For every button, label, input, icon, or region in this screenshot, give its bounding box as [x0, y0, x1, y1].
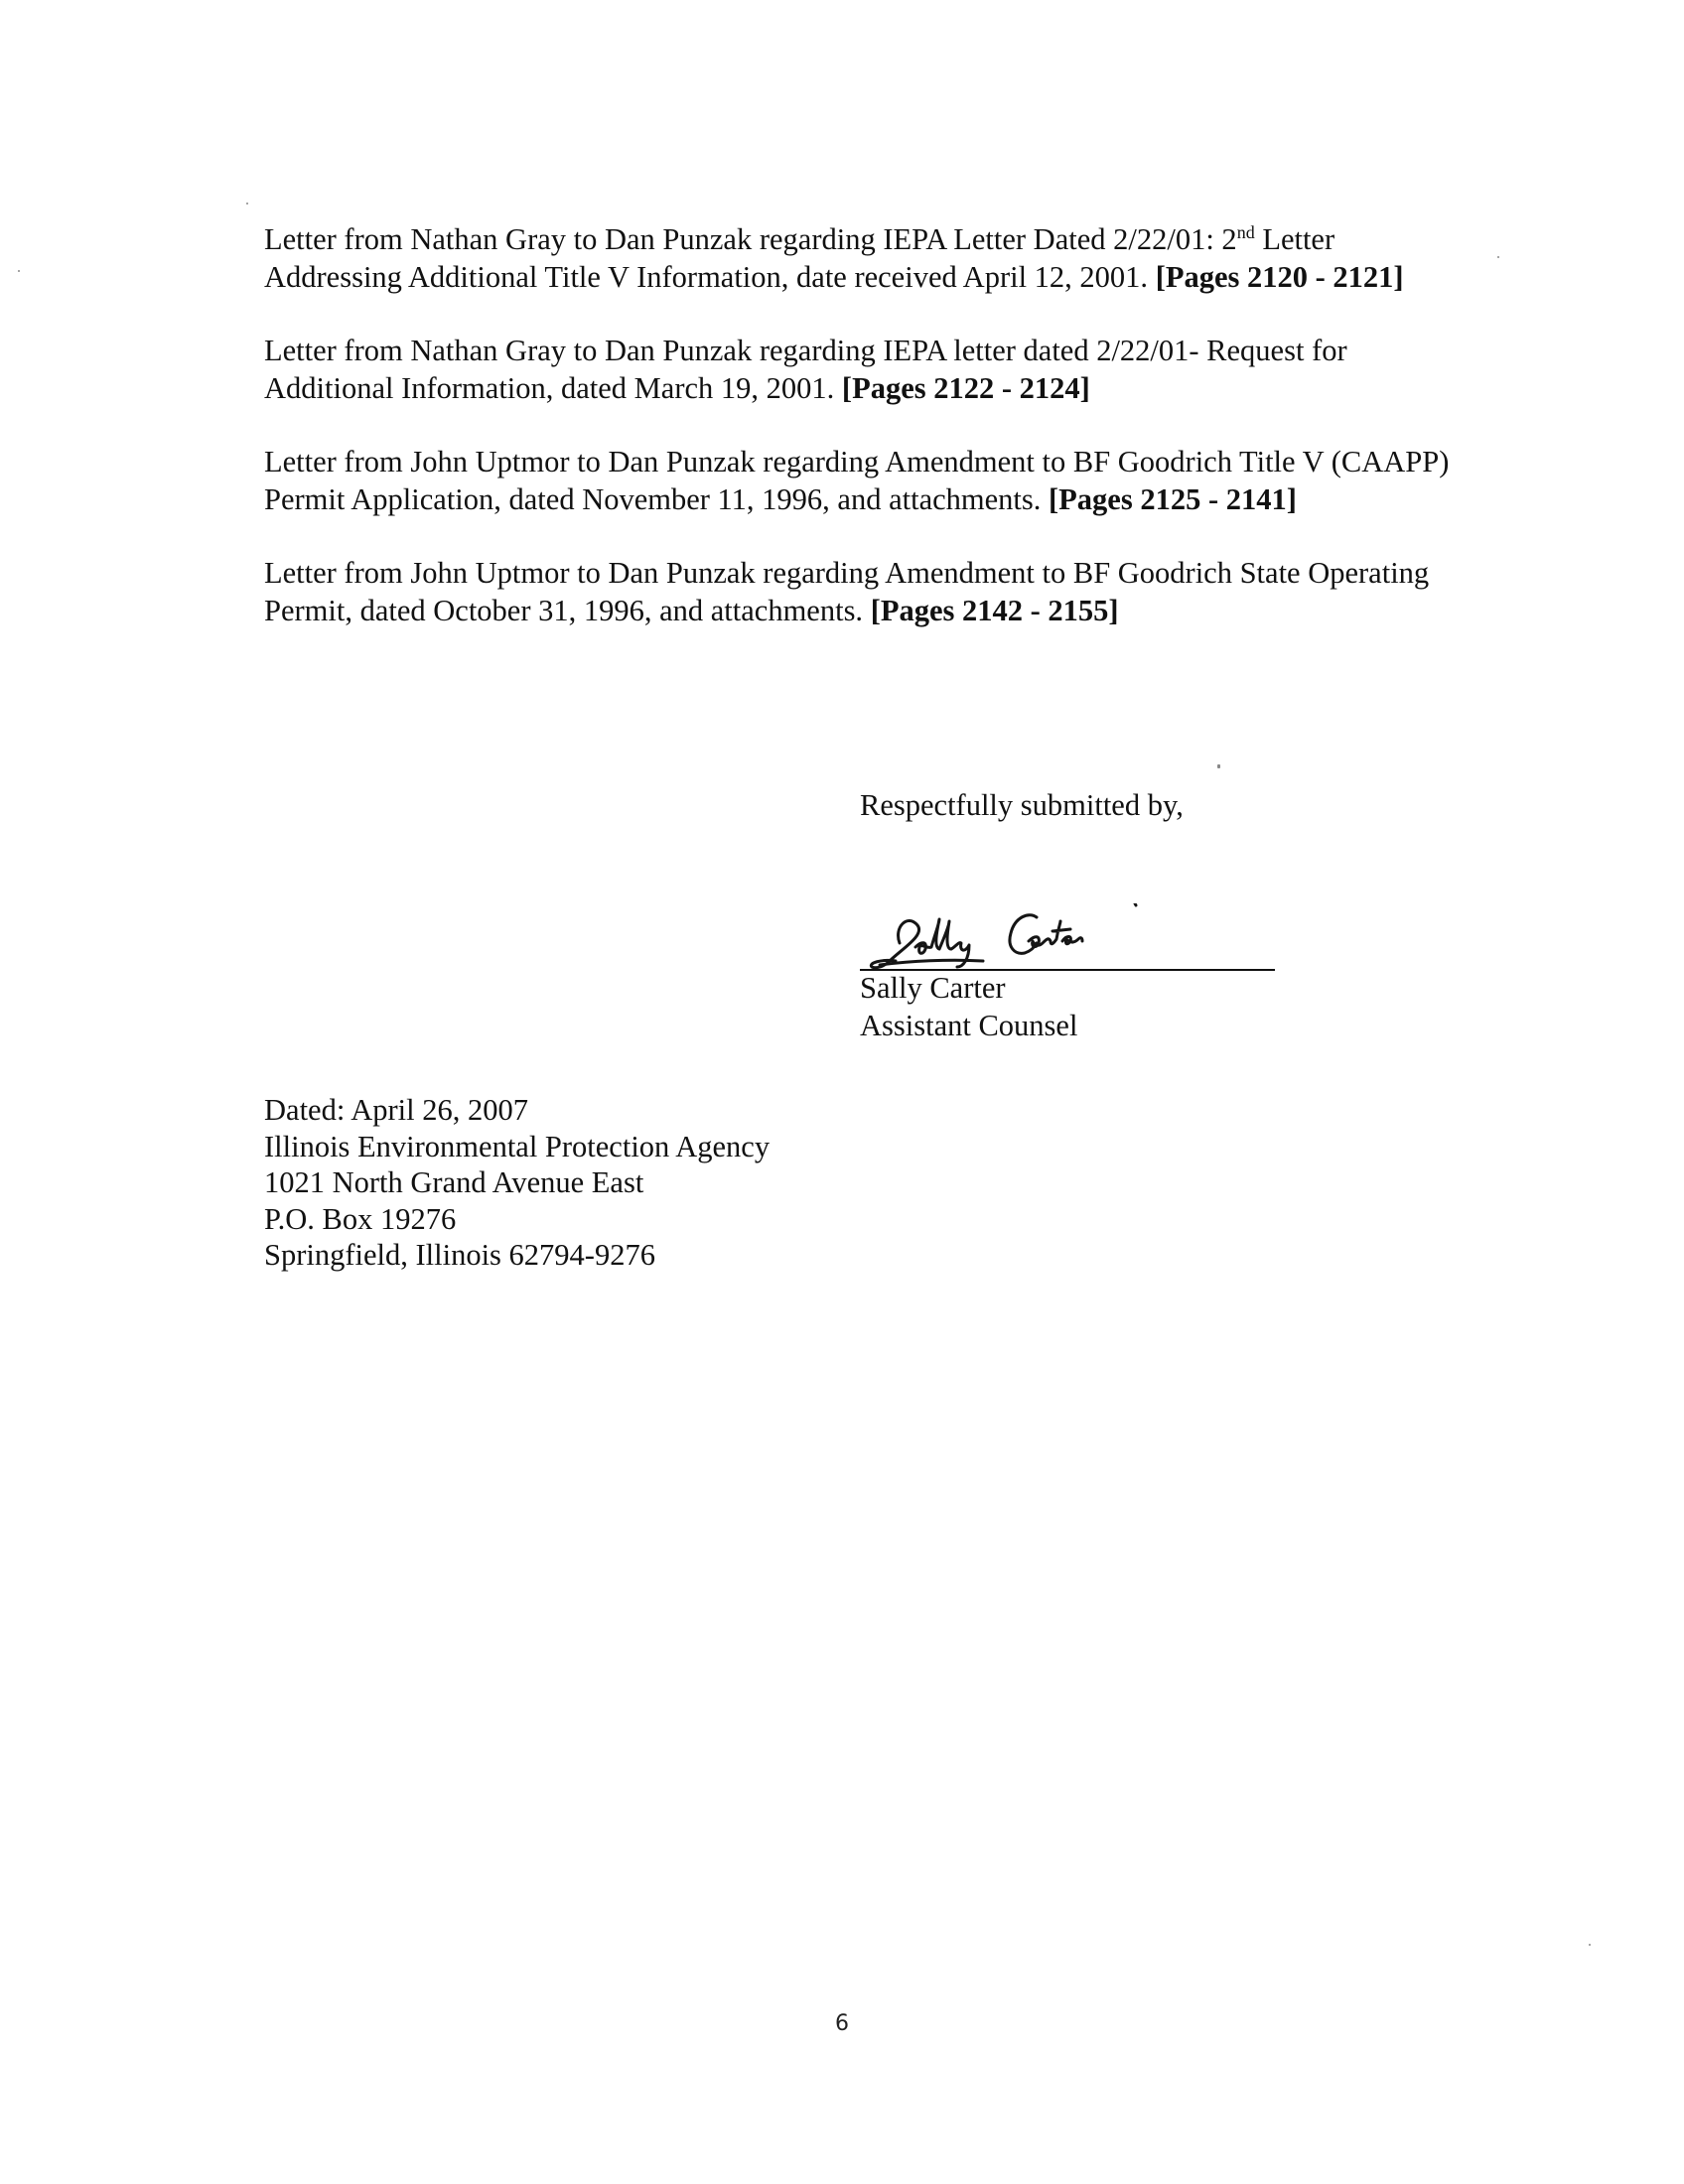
entry-text: Letter from John Uptmor to Dan Punzak regarding Amendment to BF Goodrich Title V (CAAPP) Permit Application, dated November 11, 1996, and attachments. — [264, 445, 1450, 516]
signer-info — [860, 969, 1077, 1044]
city-state-zip: Springfield, Illinois 62794-9276 — [264, 1238, 655, 1272]
scan-speck — [18, 270, 20, 272]
entry-page-range: [Pages 2120 - 2121] — [1155, 260, 1404, 294]
record-entry — [264, 220, 1466, 296]
entry-page-range: [Pages 2142 - 2155] — [870, 594, 1119, 627]
page-number: 6 — [835, 2011, 849, 2036]
record-index-list — [264, 220, 1466, 665]
street-address: 1021 North Grand Avenue East — [264, 1165, 644, 1199]
record-entry — [264, 332, 1466, 407]
entry-text: Letter from Nathan Gray to Dan Punzak regarding IEPA Letter Dated 2/22/01: 2 — [264, 222, 1237, 256]
record-entry — [264, 443, 1466, 518]
record-entry — [264, 554, 1466, 629]
signer-title: Assistant Counsel — [860, 1009, 1078, 1042]
po-box: P.O. Box 19276 — [264, 1201, 457, 1236]
scan-speck — [246, 203, 248, 205]
scan-speck — [1217, 764, 1220, 768]
entry-text: Letter from John Uptmor to Dan Punzak regarding Amendment to BF Goodrich State Operating Permit, dated October 31, 1996, and attachments. — [264, 556, 1430, 627]
date-line: Dated: April 26, 2007 — [264, 1093, 528, 1127]
entry-text: Letter Addressing Additional Title V Information, date received April 12, 2001. — [264, 222, 1335, 294]
entry-page-range: [Pages 2125 - 2141] — [1049, 482, 1297, 516]
ordinal-superscript: nd — [1236, 221, 1255, 242]
scan-speck — [1589, 1944, 1591, 1946]
entry-page-range: [Pages 2122 - 2124] — [841, 371, 1090, 405]
entry-text: Letter from Nathan Gray to Dan Punzak regarding IEPA letter dated 2/22/01- Request for Additional Information, dated March 19, 2001. — [264, 334, 1347, 405]
closing-line: Respectfully submitted by, — [860, 788, 1184, 822]
signer-name: Sally Carter — [860, 971, 1006, 1005]
handwritten-signature — [860, 903, 1277, 975]
address-block — [264, 1092, 770, 1274]
scan-speck — [1497, 256, 1499, 258]
agency-name: Illinois Environmental Protection Agency — [264, 1129, 771, 1163]
